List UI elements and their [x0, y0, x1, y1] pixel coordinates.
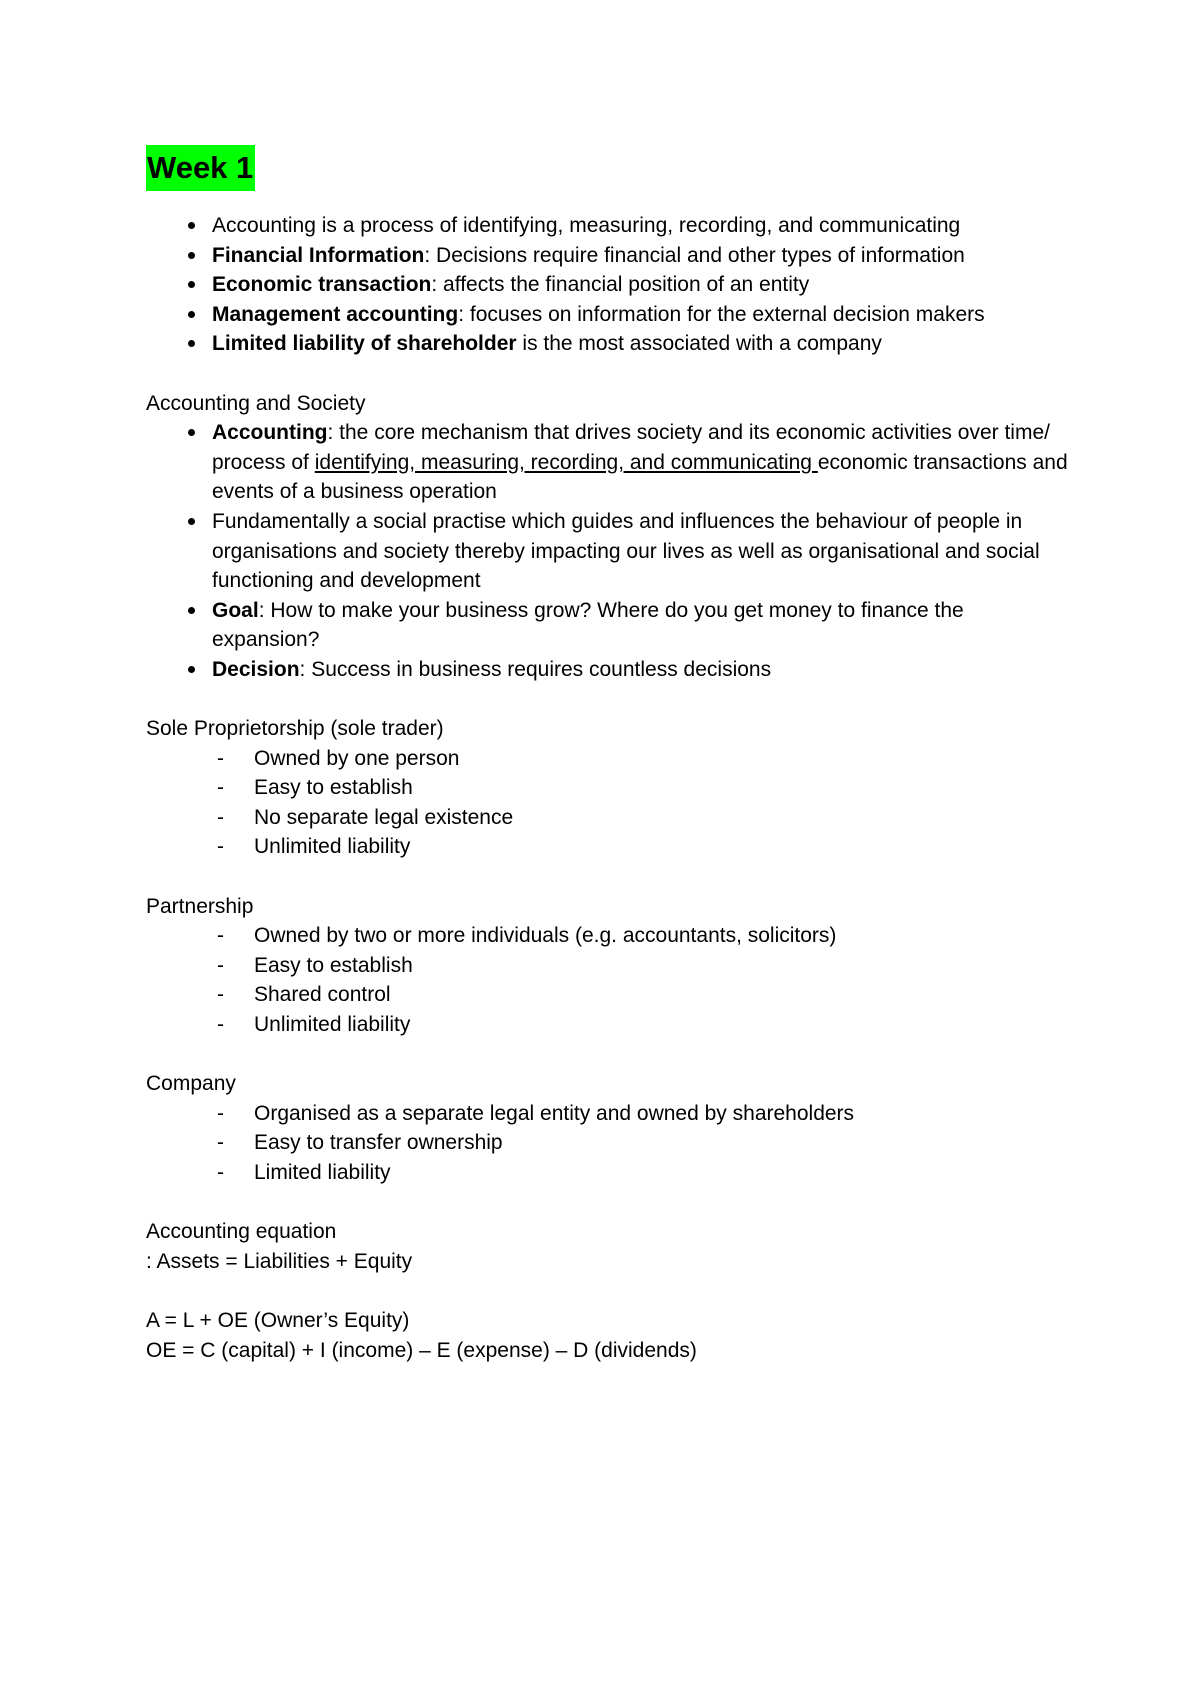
- list-item: [146, 655, 1076, 685]
- spacer: [146, 1276, 1076, 1306]
- spacer: [146, 1040, 1076, 1070]
- week-bullet-list: [146, 211, 1076, 359]
- dash-icon: -: [217, 1013, 224, 1037]
- equation-line: OE = C (capital) + I (income) – E (expense) – D (dividends): [146, 1338, 697, 1362]
- list-item: [146, 300, 1076, 330]
- list-item: [146, 507, 1076, 596]
- section-heading-partnership: Partnership: [146, 894, 254, 918]
- list-item: [146, 1158, 1076, 1188]
- dash-icon: -: [217, 776, 224, 800]
- page-title: Week 1: [146, 145, 255, 191]
- title-wrap: [146, 145, 1076, 191]
- item-text: : Decisions require financial and other types of information: [424, 243, 965, 267]
- bold-term: Economic transaction: [212, 273, 432, 297]
- bullet-icon: [188, 429, 195, 436]
- item-text: : focuses on information for the external decision makers: [458, 302, 985, 326]
- dash-icon: -: [217, 746, 224, 770]
- bullet-icon: [188, 518, 195, 525]
- item-text: Accounting is a process of identifying, measuring, recording, and communicating: [212, 214, 961, 237]
- section-heading-society: Accounting and Society: [146, 391, 366, 415]
- bullet-icon: [188, 340, 195, 347]
- item-text: Unlimited liability: [254, 1013, 411, 1037]
- list-item: [146, 921, 1076, 951]
- dash-icon: -: [217, 1161, 224, 1184]
- item-text: : the core mechanism that drives society and its economic activities over time/ process of: [212, 421, 1050, 474]
- bold-term: Decision: [212, 657, 300, 681]
- spacer: [146, 862, 1076, 892]
- item-text: economic transactions and events of a business operation: [212, 450, 1068, 504]
- dash-icon: -: [217, 953, 224, 977]
- list-item: [146, 418, 1076, 507]
- item-text: : affects the financial position of an entity: [431, 273, 810, 297]
- list-item: [146, 744, 1076, 774]
- bullet-icon: [188, 666, 195, 673]
- bullet-icon: [188, 252, 195, 259]
- item-text: No separate legal existence: [254, 805, 514, 829]
- list-item: [146, 329, 1076, 359]
- society-bullet-list: [146, 418, 1076, 684]
- bullet-icon: [188, 222, 195, 229]
- bold-term: Financial Information: [212, 243, 425, 267]
- dash-icon: -: [217, 983, 224, 1007]
- list-item: [146, 1128, 1076, 1158]
- dash-icon: -: [217, 1131, 224, 1155]
- section-heading-company: Company: [146, 1072, 236, 1096]
- item-text: Easy to establish: [254, 776, 413, 800]
- list-item: [146, 270, 1076, 300]
- partnership-dash-list: [146, 921, 1076, 1039]
- list-item: [146, 211, 1076, 241]
- list-item: [146, 773, 1076, 803]
- equation-line: A = L + OE (Owner’s Equity): [146, 1308, 410, 1332]
- list-item: [146, 1099, 1076, 1129]
- bold-term: Management accounting: [212, 302, 459, 326]
- item-text: is the most associated with a company: [516, 332, 882, 356]
- item-text: Limited liability: [254, 1161, 391, 1184]
- list-item: [146, 980, 1076, 1010]
- item-text: Easy to transfer ownership: [254, 1131, 503, 1155]
- dash-icon: -: [217, 805, 224, 829]
- bullet-icon: [188, 281, 195, 288]
- dash-icon: -: [217, 835, 224, 859]
- company-dash-list: [146, 1099, 1076, 1188]
- item-text: Owned by one person: [254, 746, 460, 770]
- bold-term: Goal: [212, 598, 259, 622]
- list-item: [146, 832, 1076, 862]
- spacer: [146, 685, 1076, 715]
- bullet-icon: [188, 311, 195, 318]
- item-text: Shared control: [254, 983, 391, 1007]
- list-item: [146, 1010, 1076, 1040]
- equation-line: : Assets = Liabilities + Equity: [146, 1249, 413, 1273]
- item-text: Fundamentally a social practise which guides and influences the behaviour of people in organisations and society thereby impacting our lives as well as organisational and social functioning and development: [212, 509, 1040, 593]
- bullet-icon: [188, 607, 195, 614]
- section-heading-sole-proprietorship: Sole Proprietorship (sole trader): [146, 717, 444, 741]
- spacer: [146, 1188, 1076, 1218]
- item-text: : Success in business requires countless decisions: [299, 657, 772, 681]
- list-item: [146, 241, 1076, 271]
- underlined-text: identifying, measuring, recording, and communicating: [314, 450, 818, 474]
- list-item: [146, 596, 1076, 655]
- list-item: [146, 951, 1076, 981]
- item-text: : How to make your business grow? Where do you get money to finance the expansion?: [212, 598, 964, 652]
- item-text: Owned by two or more individuals (e.g. accountants, solicitors): [254, 924, 837, 948]
- bold-term: Limited liability of shareholder: [212, 332, 517, 356]
- spacer: [146, 359, 1076, 389]
- item-text: Easy to establish: [254, 953, 413, 977]
- dash-icon: -: [217, 924, 224, 948]
- section-heading-accounting-equation: Accounting equation: [146, 1220, 337, 1244]
- bold-term: Accounting: [212, 421, 328, 445]
- item-text: Organised as a separate legal entity and owned by shareholders: [254, 1101, 855, 1125]
- sole-dash-list: [146, 744, 1076, 862]
- list-item: [146, 803, 1076, 833]
- document-content: [146, 145, 1076, 1365]
- item-text: Unlimited liability: [254, 835, 411, 859]
- dash-icon: -: [217, 1101, 224, 1125]
